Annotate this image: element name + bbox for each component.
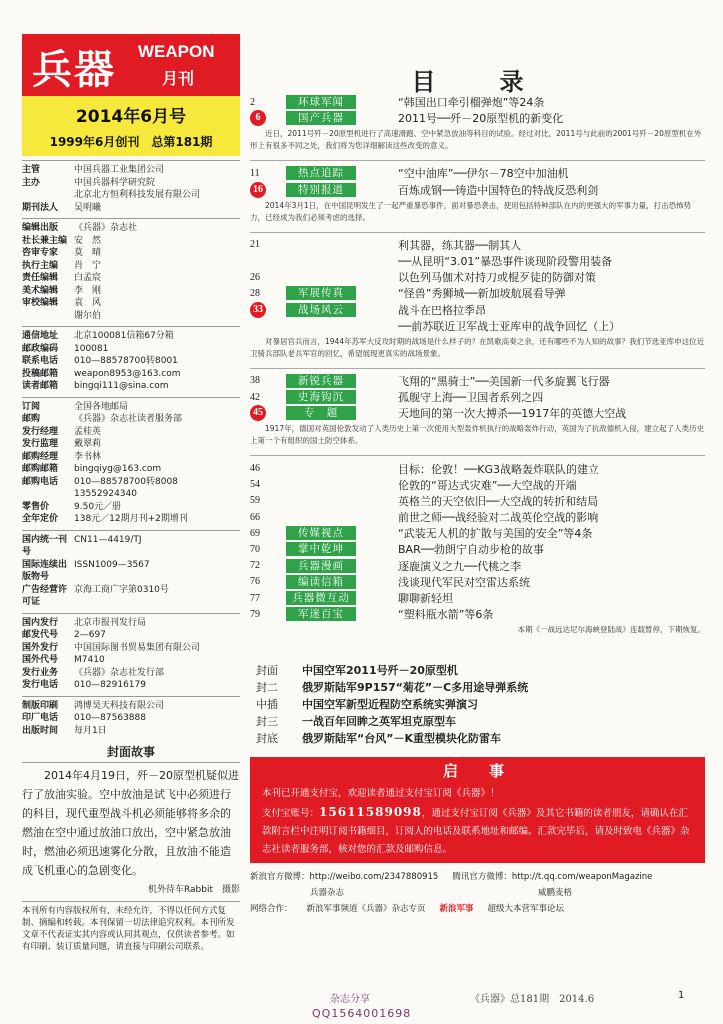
info-registration	[22, 530, 240, 609]
cover-key: 封底	[256, 732, 278, 746]
section-summary: 近日，2011号歼－20原型机进行了高速滑跑、空中紧急放油等科目的试验。经过对比，2011号与此前的2001号歼－20原型机在外形上有很多不同之处，我们将为您详细解读这些改变的意义。	[250, 129, 702, 151]
info-key: 发行电话	[22, 680, 59, 690]
page-number: 2	[250, 96, 255, 108]
cover-story-text: 2014年4月19日，歼－20原型机疑似进行了放油实验。空中放油是试飞中必须进行的科目，现代重型战斗机必须能够将多余的燃油在空中通过放油口放出，空中紧急放油时，燃油必须迅速雾化分散，且放油不能造成飞机重心的急剧变化。	[22, 769, 239, 877]
info-row	[22, 272, 240, 285]
alipay-account: 15611589098	[319, 805, 422, 820]
info-row	[22, 559, 240, 584]
photo-credit: 机外待车Rabbit 摄影	[147, 885, 240, 895]
info-value: 每月1日	[74, 725, 107, 736]
article-title: “韩国出口牵引榴弹炮”等24条	[398, 96, 545, 110]
info-key: 发行业务	[22, 667, 59, 678]
tencent-weibo-link[interactable]: 腾讯官方微博：http://t.qq.com/weaponMagazine	[452, 872, 653, 883]
section-badge: 兵器漫画	[286, 559, 356, 573]
notice-line1: 本刊已开通支付宝，欢迎读者通过支付宝订阅《兵器》！	[262, 788, 500, 800]
info-value: 京海工商广字第0310号	[74, 584, 169, 595]
cover-row	[256, 679, 705, 696]
info-value: 9.50元／册	[74, 501, 122, 512]
info-editorial	[22, 218, 240, 322]
info-key	[22, 310, 74, 323]
toc-entry[interactable]	[250, 509, 705, 525]
info-row	[22, 285, 240, 298]
info-row	[22, 584, 240, 609]
info-value: bingqiyg@163.com	[74, 464, 162, 474]
article-title: 英格兰的天空依旧──大空战的转折和结局	[398, 494, 599, 508]
cover-value: 俄罗斯陆军“台风”－K重型模块化防雷车	[302, 732, 501, 746]
info-value: CN11—4419/TJ	[74, 534, 142, 545]
article-title: ──从昆明“3.01”暴恐事件谈现阶段警用装备	[398, 255, 613, 269]
page-number: 45	[250, 405, 266, 421]
page-number: 28	[250, 287, 260, 299]
info-value: 13552924340	[74, 489, 137, 499]
cover-key: 封面	[256, 664, 278, 678]
section-badge: 传媒视点	[286, 526, 356, 540]
info-value: 全国各地邮局	[74, 401, 129, 412]
info-distribution	[22, 613, 240, 692]
article-title: “空中油库”──伊尔－78空中加油机	[398, 167, 569, 181]
section-badge: 军迷百宝	[286, 607, 356, 621]
article-title: 2011号──歼－20原型机的新变化	[398, 112, 564, 126]
page-number: 21	[250, 239, 260, 251]
info-printing	[22, 696, 240, 738]
weibo-name-2: 威鹏麦格	[538, 888, 573, 899]
partner-label: 网络合作：	[250, 904, 293, 915]
toc-title: 目 录	[411, 67, 544, 96]
section-badge: 兵器微互动	[286, 591, 356, 605]
info-value: 北京北方恒利科技发展有限公司	[74, 190, 201, 200]
article-title: 伦敦的“哥达式灾难”──大空战的开端	[398, 478, 577, 492]
info-key: 通信地址	[22, 331, 59, 341]
info-key: 国内统一刊号	[22, 534, 68, 557]
toc-entry[interactable]	[250, 525, 705, 541]
section-summary: 1917年，德国对英国伦敦发动了人类历史上第一次使用大型轰炸机执行的战略轰炸行动，英国为了抗敌德机入侵，建立起了人类历史上第一个有组织的国土防空体系。	[250, 424, 705, 446]
notice-line2: ，通过支付宝订阅《兵器》及其它书籍的读者朋友，请确认在汇款附言栏中注明订阅书籍细目，订阅人的电话及联系地址和邮编。汇款完毕后，请及时致电《兵器》杂志社读者服务部，核对您的汇款及邮购信息。	[262, 808, 690, 856]
info-value: 谢尔伯	[74, 310, 102, 321]
page-number: 42	[250, 391, 260, 403]
info-row	[22, 667, 240, 680]
info-value: 010—87563888	[74, 713, 146, 723]
info-value: 010—88578700转8008	[74, 476, 178, 487]
info-row	[22, 247, 240, 260]
info-row	[22, 297, 240, 310]
info-row	[22, 177, 240, 190]
partner-1: 新浪军事频道《兵器》杂志专页	[306, 904, 426, 915]
page-number: 79	[250, 608, 260, 620]
founded-line: 1999年6月创刊 总第181期	[49, 135, 213, 149]
info-value: 138元／12期月刊+2期增刊	[74, 514, 188, 524]
page-number: 46	[250, 463, 260, 475]
info-row	[22, 310, 240, 323]
page-number: 26	[250, 271, 260, 283]
info-key: 全年定价	[22, 514, 59, 524]
toc-separator	[250, 455, 705, 456]
toc-entry[interactable]	[250, 269, 705, 285]
info-value: weapon8953@163.com	[74, 368, 181, 379]
info-row	[22, 330, 240, 343]
info-value: 孟桂英	[74, 426, 102, 437]
info-key: 邮购电话	[22, 476, 59, 487]
notice-label: 支付宝账号：	[262, 808, 320, 820]
article-title: 以色列马伽术对持刀或棍歹徒的防御对策	[398, 271, 596, 285]
cover-key: 封二	[256, 681, 278, 695]
info-value: 《兵器》杂志社发行部	[74, 667, 165, 678]
info-key: 联系电话	[22, 356, 59, 366]
info-sponsor	[22, 160, 240, 214]
cover-row	[256, 730, 705, 747]
toc-entry[interactable]	[250, 318, 705, 334]
info-row	[22, 463, 240, 476]
info-key: 投稿邮箱	[22, 368, 59, 379]
info-key: 读者邮箱	[22, 381, 59, 391]
info-row	[22, 202, 240, 215]
left-column	[22, 34, 240, 953]
page-number: 6	[250, 110, 266, 126]
info-value: 《兵器》杂志社读者服务部	[74, 414, 183, 424]
page-number: 38	[250, 375, 260, 387]
page-number: 70	[250, 543, 260, 555]
article-title: “武装无人机的扩散与美国的安全”等4条	[398, 527, 593, 541]
info-value: 中国兵器科学研究院	[74, 177, 156, 188]
sina-weibo-link[interactable]: 新浪官方微博：http://weibo.com/2347880915	[250, 872, 439, 883]
info-value: 戴翠莉	[74, 439, 102, 449]
masthead	[22, 34, 240, 96]
info-row	[22, 426, 240, 439]
watermark: 杂志分享	[330, 994, 370, 1005]
info-row	[22, 679, 240, 692]
notice-box	[250, 757, 705, 863]
section-badge: 热点追踪	[286, 166, 356, 180]
notice-body	[252, 783, 703, 861]
article-title: 天地间的第一次大搏杀──1917年的英德大空战	[398, 407, 627, 421]
page-number: 66	[250, 511, 260, 523]
info-key: 邮政编码	[22, 343, 59, 354]
toc-entry[interactable]	[250, 110, 705, 126]
article-title: 前世之师──战经验对二战英伦空战的影响	[398, 511, 599, 525]
info-row	[22, 617, 240, 630]
article-title: 逐鹿演义之九──代桃之李	[398, 559, 522, 573]
info-value: 100081	[74, 343, 109, 354]
partner-2: 新浪军事	[439, 904, 474, 915]
info-value: 010—82916179	[74, 680, 146, 690]
info-key: 主管	[22, 165, 41, 175]
toc-entry[interactable]	[250, 285, 705, 301]
toc-entry[interactable]	[250, 405, 705, 421]
toc-entry[interactable]	[250, 574, 705, 590]
article-title: ──前苏联近卫军战士亚库申的战争回忆（上）	[398, 319, 621, 333]
cover-story-title: 封面故事	[22, 743, 240, 763]
info-key: 美术编辑	[22, 285, 59, 296]
info-key: 国内发行	[22, 617, 59, 628]
toc-entry[interactable]	[250, 373, 705, 389]
page-number: 16	[250, 182, 266, 198]
article-title: 目标：伦敦！──KG3战略轰炸联队的建立	[398, 462, 599, 476]
info-row	[22, 700, 240, 713]
issue-footer: 《兵器》总181期 2014.6	[470, 994, 595, 1005]
section-badge: 环球军闻	[286, 95, 356, 109]
toc-separator	[250, 368, 705, 369]
info-row	[22, 380, 240, 393]
info-row	[22, 368, 240, 381]
monthly-label: 月刊	[162, 69, 195, 88]
info-key: 发行监理	[22, 439, 59, 449]
notice-title: 启 事	[252, 759, 703, 783]
cover-key: 封三	[256, 715, 278, 729]
toc-entry[interactable]	[250, 606, 705, 622]
info-value: bingqi111@sina.com	[74, 381, 169, 391]
info-row	[22, 712, 240, 725]
toc-entry[interactable]	[250, 477, 705, 493]
cover-value: 一战百年回眸之英军坦克原型车	[302, 715, 456, 729]
info-key: 印厂电话	[22, 713, 59, 723]
info-value: 安 然	[74, 235, 102, 246]
partner-3: 超级大本营军事论坛	[487, 904, 565, 915]
cover-value: 中国空军2011号歼－20原型机	[302, 664, 458, 678]
info-row	[22, 476, 240, 489]
article-title: 利其器，练其器──制其人	[398, 238, 522, 252]
info-value: 鸿博昊天科技有限公司	[74, 700, 165, 711]
article-title: 聊聊新轻坦	[398, 592, 453, 606]
page-number: 69	[250, 527, 260, 539]
info-row	[22, 401, 240, 414]
info-value: 袁 风	[74, 298, 102, 308]
toc-list	[250, 94, 705, 640]
article-title: 浅谈现代军民对空雷达系统	[398, 575, 530, 589]
info-contact	[22, 326, 240, 393]
article-title: 孤舰守上海──卫国者系列之四	[398, 391, 544, 405]
info-row	[22, 654, 240, 667]
info-row	[22, 451, 240, 464]
article-title: 战斗在巴格拉季昂	[398, 303, 486, 317]
info-value: 李书林	[74, 451, 102, 462]
toc-entry[interactable]	[250, 94, 705, 110]
info-key: 责任编辑	[22, 273, 59, 283]
toc-entry[interactable]	[250, 302, 705, 318]
toc-entry[interactable]	[250, 558, 705, 574]
magazine-title: 兵器	[32, 46, 116, 93]
info-value: 吴明曦	[74, 202, 102, 213]
info-row	[22, 260, 240, 273]
info-row	[22, 513, 240, 526]
section-badge: 专 题	[286, 406, 356, 420]
info-value: 2—697	[74, 630, 106, 640]
info-row	[22, 642, 240, 655]
page-number: 33	[250, 302, 266, 318]
page-number: 54	[250, 479, 260, 491]
info-row	[22, 413, 240, 426]
page-number: 77	[250, 592, 260, 604]
section-badge: 特别报道	[286, 183, 356, 197]
info-key: 制版印刷	[22, 700, 59, 711]
info-value: 李 刚	[74, 285, 102, 296]
info-key: 社长兼主编	[22, 235, 68, 246]
section-summary: 对暴居官兵而言，1944年苏军大反攻时期的战场是什么样子的？在凯歌高奏之余，还有哪些不为人知的故事？我们节选亚库申这位近卫骑兵部队老兵军官的回忆，希望展现更真实的战场景象。	[250, 336, 705, 358]
section-badge: 编读信箱	[286, 575, 356, 589]
serial-note: 本期《一战远达尼尔海峡登陆战》连载暂停，下期恢复。	[517, 625, 705, 635]
info-key: 零售价	[22, 501, 50, 512]
info-row	[22, 438, 240, 451]
issue-date: 2014年6月号	[75, 107, 187, 127]
info-row	[22, 235, 240, 248]
toc-separator	[250, 160, 705, 161]
qq-watermark: QQ1564001698	[312, 1007, 412, 1020]
info-key: 邮发代号	[22, 630, 59, 640]
cover-row	[256, 696, 705, 713]
article-title: 飞翔的“黑骑士”──美国新一代多旋翼飞行器	[398, 374, 610, 388]
article-title: “塑料瓶水箭”等6条	[398, 608, 494, 622]
info-value: 北京100081信箱67分箱	[74, 331, 174, 341]
toc-entry[interactable]	[250, 460, 705, 476]
toc-entry[interactable]	[250, 541, 705, 557]
info-key: 审校编辑	[22, 298, 59, 308]
issue-box	[22, 96, 240, 156]
info-value: 白孟宸	[74, 273, 102, 283]
page-number: 59	[250, 495, 260, 507]
info-key: 编辑出版	[22, 223, 59, 233]
page-number: 1	[678, 990, 685, 1001]
info-key: 执行主编	[22, 260, 59, 271]
info-key	[22, 488, 74, 501]
cover-row	[256, 662, 705, 679]
info-key: 出版时间	[22, 725, 59, 736]
info-subscription	[22, 397, 240, 526]
info-row	[22, 534, 240, 559]
info-value: ISSN1009—3567	[74, 559, 150, 570]
section-summary: 2014年3月1日，在中国昆明发生了一起严重暴恐事件，面对暴恐袭击，使用包括特种部队在内的更强大的军事力量，打击恐怖势力，已经成为我们必须考虑的选择。	[250, 200, 692, 222]
info-key	[22, 189, 74, 202]
info-key: 国际连续出版物号	[22, 559, 68, 582]
info-row	[22, 501, 240, 514]
section-badge: 军展传真	[286, 286, 356, 300]
section-badge: 战场风云	[286, 303, 356, 317]
cover-value: 俄罗斯陆军9P157“菊花”－C多用途导弹系统	[302, 681, 529, 695]
article-title: BAR──勃朗宁自动步枪的故事	[398, 543, 544, 557]
info-key: 邮购邮箱	[22, 464, 59, 474]
info-key: 订阅	[22, 401, 41, 412]
toc-entry[interactable]	[250, 493, 705, 509]
cover-list	[250, 662, 705, 747]
page-number: 72	[250, 560, 260, 572]
toc-separator	[250, 232, 705, 233]
section-badge: 新锐兵器	[286, 374, 356, 388]
brand-english: WEAPON	[138, 42, 215, 61]
info-value: 肖 宁	[74, 260, 102, 271]
info-row	[22, 189, 240, 202]
cover-value: 中国空军新型近程防空系统实弹演习	[302, 698, 478, 712]
info-key: 期刊法人	[22, 202, 59, 213]
info-key: 国外代号	[22, 655, 59, 665]
toc-entry[interactable]	[250, 389, 705, 405]
info-key: 国外发行	[22, 642, 59, 653]
toc-entry[interactable]	[250, 165, 705, 181]
info-row	[22, 488, 240, 501]
info-value: 010—88578700转8001	[74, 356, 178, 366]
info-key: 咨审专家	[22, 248, 59, 258]
page-number: 76	[250, 576, 260, 588]
info-value: 中国兵器工业集团公司	[74, 165, 165, 175]
article-title: 百炼成钢──铸造中国特色的特战反恐利剑	[398, 183, 599, 197]
toc-entry[interactable]	[250, 590, 705, 606]
social-links	[250, 869, 705, 917]
info-value: M7410	[74, 655, 105, 665]
copyright-notice: 本刊所有内容版权所有，未经允许，不得以任何方式复制、摘编和转载。本刊保留一切法律追究权利。本刊所发文章不代表证实其内容或认同其观点，仅供读者参考。如有印刷、装订质量问题，请直接与印刷公司联系。	[22, 901, 240, 953]
info-row	[22, 164, 240, 177]
page-number: 11	[250, 167, 260, 179]
info-row	[22, 343, 240, 356]
info-row	[22, 629, 240, 642]
info-key: 广告经营许可证	[22, 584, 68, 607]
toc-entry[interactable]	[250, 253, 705, 269]
info-key: 主办	[22, 177, 41, 188]
info-value: 中国国际图书贸易集团有限公司	[74, 642, 201, 653]
info-key: 邮购	[22, 414, 41, 424]
toc-entry[interactable]	[250, 237, 705, 253]
section-badge: 掌中乾坤	[286, 542, 356, 556]
toc-entry[interactable]	[250, 182, 705, 198]
info-row	[22, 222, 240, 235]
section-badge: 史海钩沉	[286, 390, 356, 404]
section-badge: 国产兵器	[286, 111, 356, 125]
info-value: 莫 晴	[74, 248, 102, 258]
weibo-name-1: 兵器杂志	[310, 888, 345, 899]
info-key: 邮购经理	[22, 451, 59, 462]
info-value: 北京市报刊发行局	[74, 617, 147, 628]
info-row	[22, 725, 240, 738]
info-key: 发行经理	[22, 426, 59, 437]
right-column	[250, 34, 705, 917]
article-title: “怪兽”秀狮城──新加坡航展看导弹	[398, 287, 566, 301]
cover-key: 中插	[256, 698, 278, 712]
info-row	[22, 355, 240, 368]
info-value: 《兵器》杂志社	[74, 223, 138, 233]
cover-row	[256, 713, 705, 730]
